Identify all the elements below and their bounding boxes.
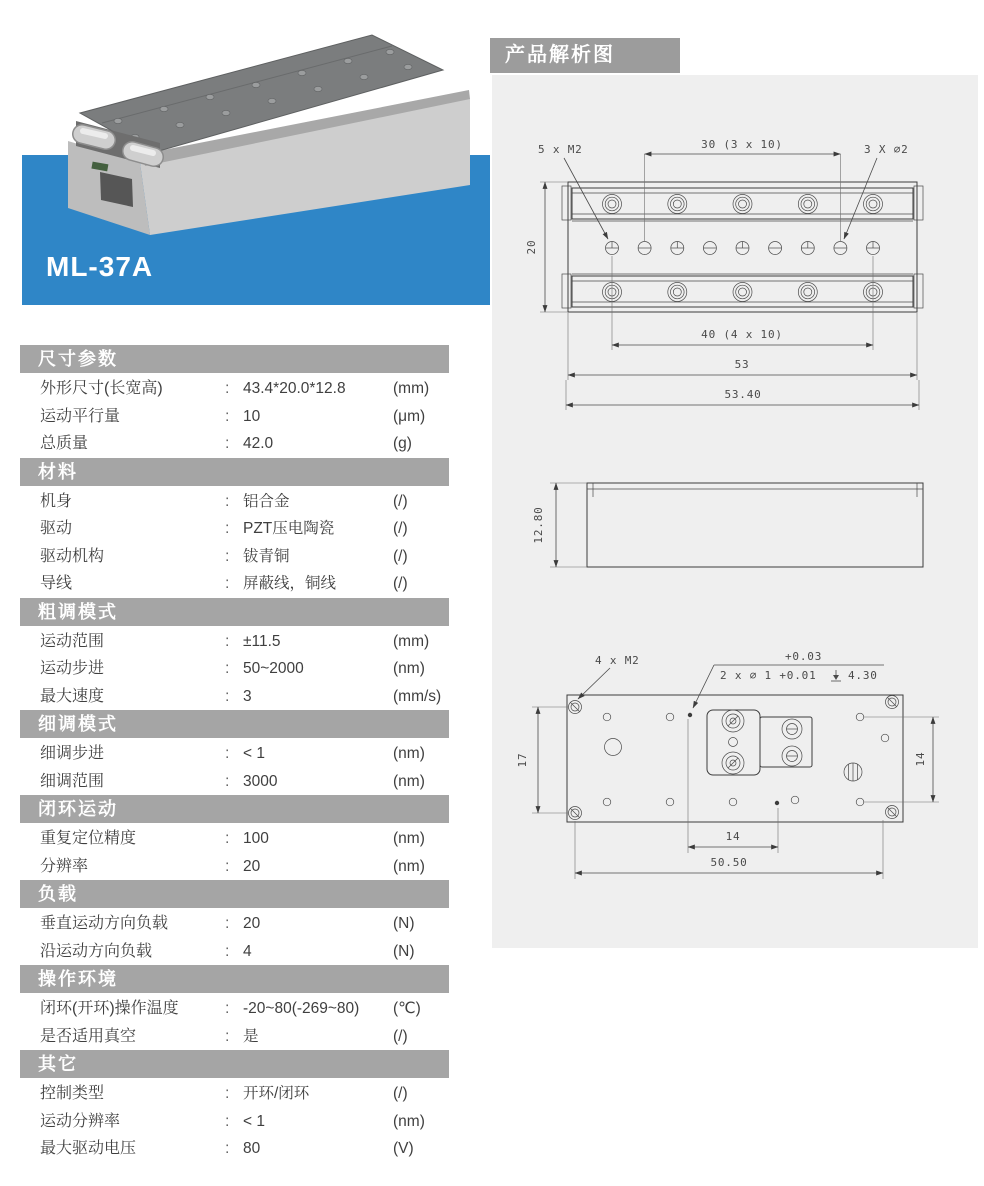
spec-label: 驱动机构: [40, 547, 105, 565]
spec-label: 驱动: [40, 520, 73, 537]
spec-row: [20, 375, 449, 403]
spec-colon: :: [225, 1027, 230, 1045]
spec-value: 开环/闭环: [243, 1085, 310, 1102]
spec-unit: (mm): [393, 380, 430, 397]
spec-row: [20, 740, 449, 768]
spec-row: [20, 628, 449, 656]
spec-colon: :: [225, 520, 230, 537]
spec-value: -20~80(-269~80): [243, 1000, 360, 1017]
spec-colon: :: [225, 1000, 230, 1017]
spec-colon: :: [225, 575, 230, 592]
spec-unit: (mm/s): [393, 687, 442, 705]
spec-row: [20, 1023, 449, 1051]
spec-colon: :: [225, 435, 230, 452]
spec-label: 总质量: [40, 435, 89, 452]
spec-row: [20, 1135, 449, 1163]
spec-colon: :: [225, 660, 230, 677]
dim-14-bottom: 14: [725, 830, 741, 843]
spec-colon: :: [225, 380, 230, 397]
spec-unit: (nm): [393, 660, 425, 677]
dim-12-80: 12.80: [532, 506, 545, 544]
spec-label: 运动分辨率: [40, 1112, 121, 1130]
spec-unit: (V): [393, 1140, 414, 1157]
dim-50-50: 50.50: [710, 856, 748, 869]
spec-value: 4: [243, 942, 252, 960]
tolerance-depth: 4.30: [848, 669, 878, 682]
spec-colon: :: [225, 1140, 230, 1157]
spec-unit: (nm): [393, 745, 425, 762]
spec-colon: :: [225, 1112, 230, 1130]
spec-value: 100: [243, 830, 269, 847]
section-header: 粗调模式: [20, 598, 449, 626]
spec-value: 屏蔽线，铜线: [243, 575, 337, 592]
spec-unit: (nm): [393, 1112, 425, 1130]
spec-value: 80: [243, 1140, 261, 1157]
spec-colon: :: [225, 942, 230, 960]
tolerance-line: 2 x ⌀ 1 +0.01: [720, 669, 817, 682]
spec-unit: (/): [393, 1027, 408, 1045]
panel-title-bar: [490, 38, 680, 73]
spec-label: 最大驱动电压: [40, 1140, 137, 1157]
spec-value: < 1: [243, 745, 265, 762]
spec-label: 运动步进: [40, 660, 105, 677]
spec-table: [20, 345, 449, 1163]
spec-value: 3: [243, 687, 252, 705]
spec-label: 是否适用真空: [40, 1027, 137, 1045]
section-header: 操作环境: [20, 965, 449, 993]
spec-colon: :: [225, 857, 230, 875]
section-header: 其它: [20, 1050, 449, 1078]
spec-label: 导线: [40, 575, 73, 592]
spec-row: [20, 825, 449, 853]
dim-17: 17: [516, 752, 529, 768]
spec-value: 42.0: [243, 435, 274, 452]
spec-row: [20, 543, 449, 571]
spec-colon: :: [225, 830, 230, 847]
spec-label: 控制类型: [40, 1085, 105, 1102]
spec-row: [20, 995, 449, 1023]
spec-row: [20, 488, 449, 516]
dim-14-right: 14: [914, 751, 927, 767]
spec-row: [20, 938, 449, 966]
spec-value: 钹青铜: [243, 547, 290, 565]
spec-colon: :: [225, 772, 230, 790]
spec-value: PZT压电陶瓷: [243, 520, 335, 537]
spec-row: [20, 768, 449, 796]
spec-row: [20, 430, 449, 458]
dim-40: 40 (4 x 10): [701, 328, 783, 341]
spec-value: 43.4*20.0*12.8: [243, 380, 346, 397]
spec-value: 20: [243, 915, 261, 932]
spec-unit: (nm): [393, 772, 425, 790]
section-header: 负载: [20, 880, 449, 908]
spec-unit: (/): [393, 520, 408, 537]
spec-colon: :: [225, 632, 230, 650]
section-header: 闭环运动: [20, 795, 449, 823]
spec-label: 最大速度: [40, 687, 105, 705]
spec-value: ±11.5: [243, 632, 281, 650]
spec-unit: (N): [393, 915, 415, 932]
spec-colon: :: [225, 687, 230, 705]
spec-value: 铝合金: [243, 492, 290, 510]
spec-value: < 1: [243, 1112, 265, 1130]
spec-unit: (nm): [393, 857, 425, 875]
product-photo-illustration: [40, 25, 480, 240]
spec-unit: (mm): [393, 632, 430, 650]
spec-label: 细调步进: [40, 745, 105, 762]
section-header: 尺寸参数: [20, 345, 449, 373]
product-model: ML-37A: [46, 251, 154, 282]
section-header: 细调模式: [20, 710, 449, 738]
dim-53: 53: [734, 358, 750, 371]
spec-unit: (N): [393, 942, 415, 960]
spec-unit: (g): [393, 435, 412, 452]
spec-colon: :: [225, 745, 230, 762]
spec-row: [20, 853, 449, 881]
product-photo: [40, 25, 480, 240]
spec-row: [20, 910, 449, 938]
spec-unit: (℃): [393, 1000, 421, 1017]
spec-unit: (/): [393, 1085, 408, 1102]
spec-row: [20, 655, 449, 683]
spec-colon: :: [225, 547, 230, 565]
spec-value: 3000: [243, 772, 278, 790]
spec-row: [20, 1080, 449, 1108]
spec-label: 沿运动方向负载: [40, 942, 153, 960]
dim-20: 20: [525, 239, 538, 255]
spec-colon: :: [225, 407, 230, 425]
label-3xD2: 3 X ⌀2: [864, 143, 909, 156]
spec-unit: (/): [393, 547, 408, 565]
dim-53-40: 53.40: [724, 388, 762, 401]
spec-unit: (nm): [393, 830, 425, 847]
spec-label: 分辨率: [40, 857, 89, 875]
tolerance-upper: +0.03: [785, 650, 823, 663]
label-5xM2: 5 x M2: [538, 143, 583, 156]
spec-row: [20, 515, 449, 543]
spec-label: 细调范围: [40, 772, 105, 790]
label-4xM2: 4 x M2: [595, 654, 640, 667]
spec-colon: :: [225, 1085, 230, 1102]
spec-unit: (/): [393, 575, 408, 592]
spec-label: 运动平行量: [40, 407, 121, 425]
spec-row: [20, 403, 449, 431]
technical-drawings: [492, 75, 978, 948]
drawing-panel: [492, 75, 978, 948]
spec-label: 闭环(开环)操作温度: [40, 1000, 179, 1017]
spec-value: 10: [243, 407, 261, 425]
drawing-panel-bg: [492, 75, 978, 948]
spec-colon: :: [225, 492, 230, 510]
section-header: 材料: [20, 458, 449, 486]
spec-label: 垂直运动方向负载: [40, 915, 169, 932]
spec-row: [20, 683, 449, 711]
spec-unit: (μm): [393, 407, 426, 425]
spec-label: 外形尺寸(长宽高): [40, 380, 163, 397]
dim-30: 30 (3 x 10): [701, 138, 783, 151]
spec-label: 运动范围: [40, 632, 105, 650]
spec-value: 50~2000: [243, 660, 304, 677]
spec-unit: (/): [393, 492, 408, 510]
spec-row: [20, 570, 449, 598]
spec-label: 机身: [40, 492, 73, 510]
panel-title-text: 产品解析图: [505, 44, 615, 66]
spec-label: 重复定位精度: [40, 830, 137, 847]
spec-value: 20: [243, 857, 261, 875]
spec-value: 是: [243, 1027, 259, 1045]
spec-row: [20, 1108, 449, 1136]
spec-colon: :: [225, 915, 230, 932]
